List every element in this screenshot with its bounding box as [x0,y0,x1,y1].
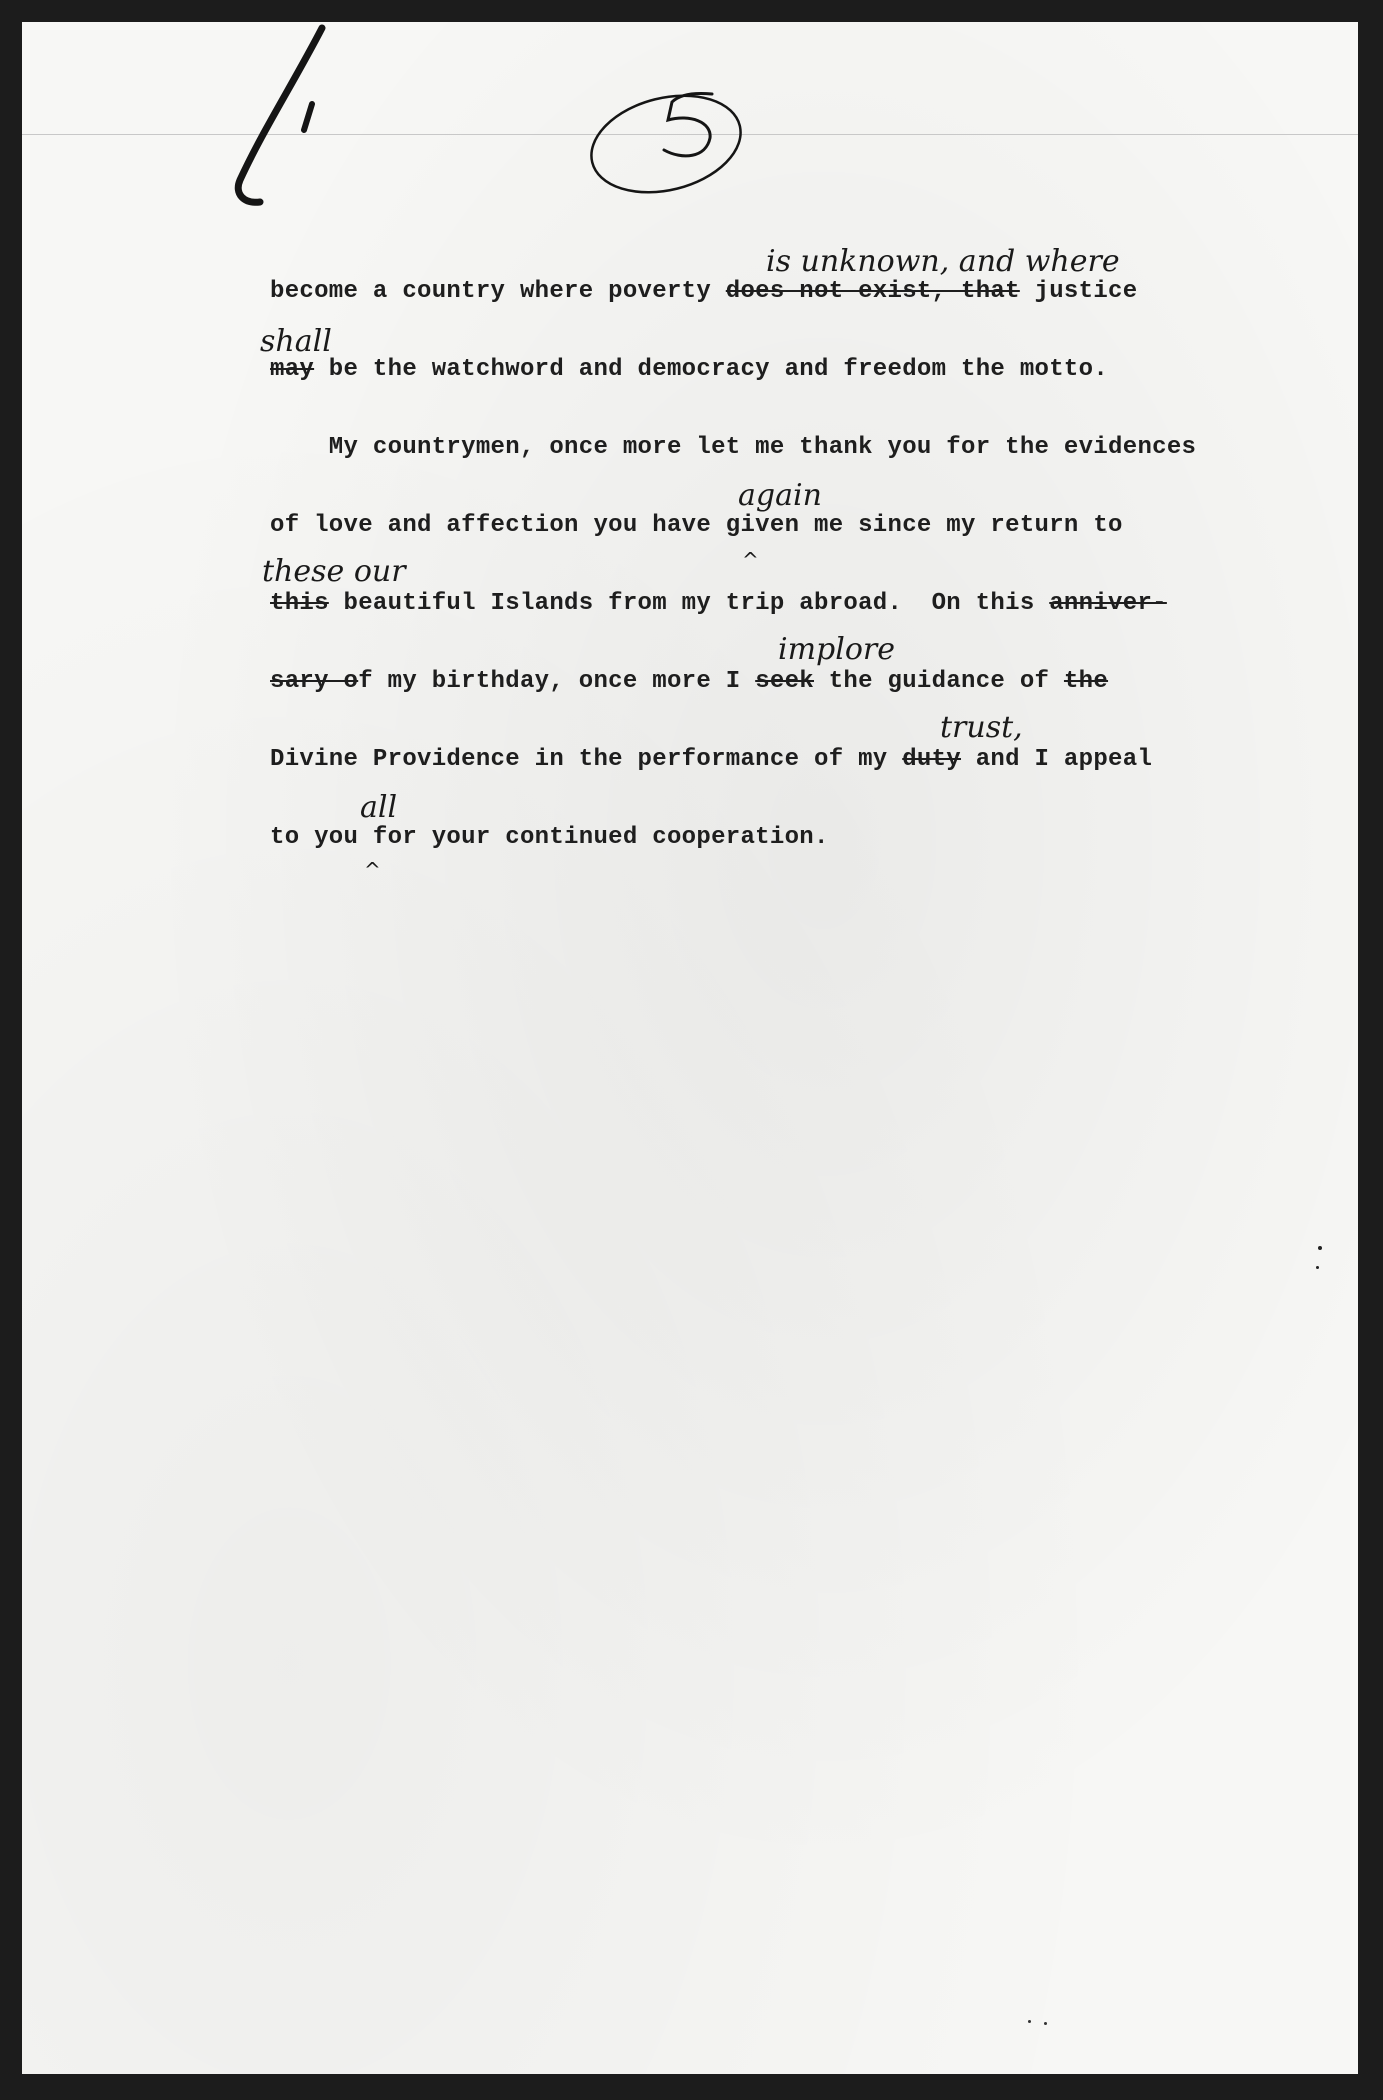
struck-text: may [270,356,315,383]
speck [1028,2020,1031,2023]
struck-text: the [1063,668,1109,695]
struck-text: this [270,590,329,617]
struck-text: duty [902,746,962,773]
struck-text: anniver- [1049,590,1167,617]
pen-marks [22,22,1358,262]
handwritten-insertion: trust, [940,710,1023,745]
typed-line-2: may be the watchword and democracy and freedom the motto. [270,356,1109,383]
typed-line-4: of love and affection you have given me since my return to [270,512,1123,539]
struck-text: sary o [270,668,359,695]
handwritten-insertion: implore [778,632,895,667]
handwritten-insertion: again [738,478,822,513]
speck [1318,1246,1322,1250]
speck [1044,2022,1047,2025]
speck [1316,1266,1319,1269]
handwritten-insertion: these our [262,554,406,589]
struck-text: does not exist, that [725,278,1020,305]
handwritten-insertion: all [360,790,398,825]
handwritten-insertion: is unknown, and where [766,244,1120,279]
corner-stroke-short [304,104,312,130]
document-page [22,22,1358,2074]
struck-text: seek [755,668,814,695]
caret-mark: ^ [364,858,381,882]
caret-mark: ^ [742,548,759,572]
typed-line-1: become a country where poverty does not exist, that justice [270,278,1138,305]
typed-line-6: sary of my birthday, once more I seek the guidance of the [270,668,1109,695]
handwritten-insertion: shall [260,324,332,359]
typed-line-8: to you for your continued cooperation. [270,824,829,851]
page-number-five [664,93,712,155]
typed-line-5: this beautiful Islands from my trip abroad. On this anniver- [270,590,1167,617]
typed-line-7: Divine Providence in the performance of my duty and I appeal [270,746,1153,773]
page-number-circle [581,81,751,207]
typed-line-3: My countrymen, once more let me thank you for the evidences [270,434,1197,461]
